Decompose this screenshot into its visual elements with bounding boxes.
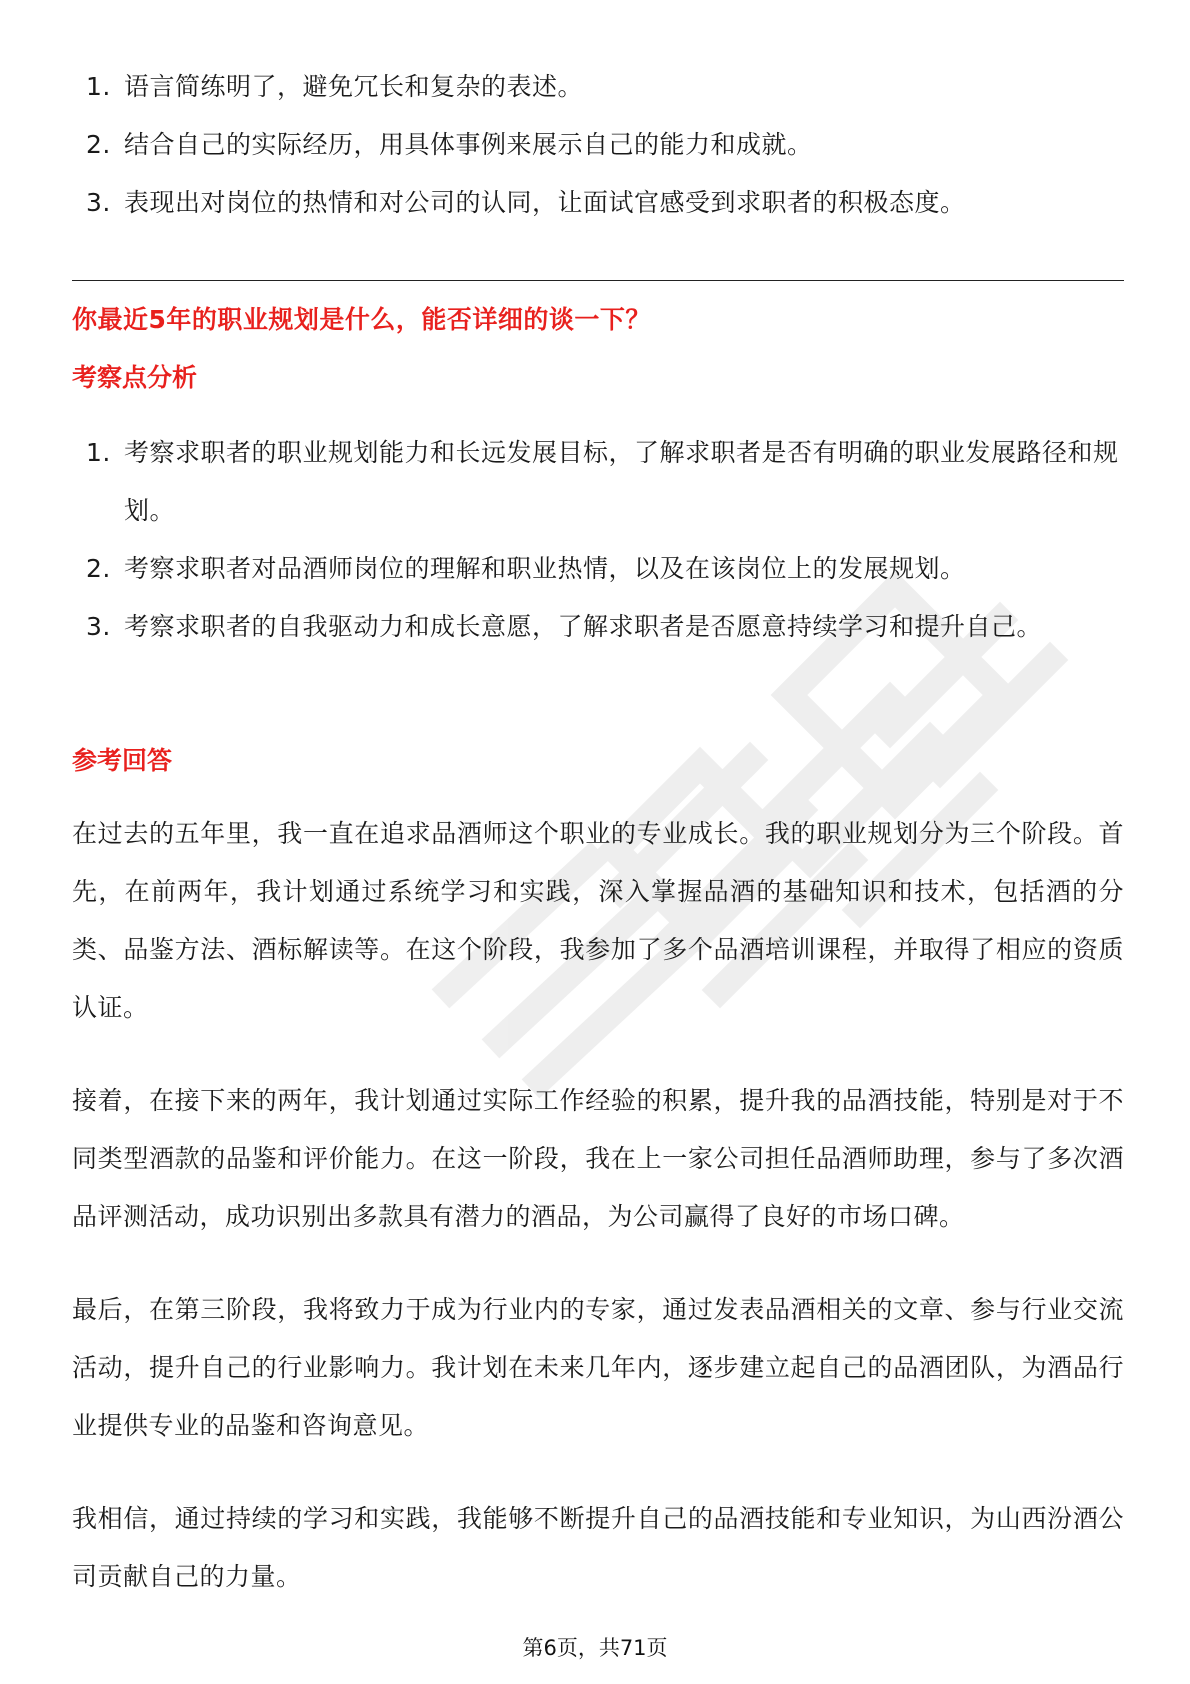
list-item — [72, 598, 1124, 656]
list-item — [72, 116, 1124, 174]
list-text: 考察求职者对品酒师岗位的理解和职业热情，以及在该岗位上的发展规划。 — [124, 554, 966, 583]
list-text: 结合自己的实际经历，用具体事例来展示自己的能力和成就。 — [124, 130, 813, 159]
answer-heading: 参考回答 — [72, 746, 173, 775]
list-text: 考察求职者的职业规划能力和长远发展目标，了解求职者是否有明确的职业发展路径和规划。 — [124, 438, 1119, 525]
answer-paragraph: 接着，在接下来的两年，我计划通过实际工作经验的积累，提升我的品酒技能，特别是对于不同类型酒款的品鉴和评价能力。在这一阶段，我在上一家公司担任品酒师助理，参与了多次酒品评测活动，成功识别出多款具有潜力的酒品，为公司赢得了良好的市场口碑。 — [72, 1086, 1124, 1231]
list-number: 1. — [86, 438, 111, 467]
list-number: 1. — [86, 72, 111, 101]
analysis-list — [72, 424, 1124, 656]
list-number: 2. — [86, 554, 111, 583]
tips-list — [72, 58, 1124, 232]
analysis-heading: 考察点分析 — [72, 363, 198, 392]
list-text: 考察求职者的自我驱动力和成长意愿，了解求职者是否愿意持续学习和提升自己。 — [124, 612, 1043, 641]
list-item — [72, 174, 1124, 232]
list-number: 3. — [86, 188, 111, 217]
answer-paragraph: 我相信，通过持续的学习和实践，我能够不断提升自己的品酒技能和专业知识，为山西汾酒公司贡献自己的力量。 — [72, 1504, 1124, 1591]
question-title: 你最近5年的职业规划是什么，能否详细的谈一下？ — [72, 305, 651, 334]
list-item — [72, 58, 1124, 116]
list-text: 语言简练明了，避免冗长和复杂的表述。 — [124, 72, 584, 101]
answer-body — [72, 805, 1124, 1641]
list-number: 2. — [86, 130, 111, 159]
section-divider — [72, 280, 1124, 281]
list-number: 3. — [86, 612, 111, 641]
list-item — [72, 424, 1124, 540]
page-footer: 第6页，共71页 — [522, 1636, 668, 1660]
answer-paragraph: 最后，在第三阶段，我将致力于成为行业内的专家，通过发表品酒相关的文章、参与行业交流活动，提升自己的行业影响力。我计划在未来几年内，逐步建立起自己的品酒团队，为酒品行业提供专业的品鉴和咨询意见。 — [72, 1295, 1124, 1440]
list-item — [72, 540, 1124, 598]
answer-paragraph: 在过去的五年里，我一直在追求品酒师这个职业的专业成长。我的职业规划分为三个阶段。首先，在前两年，我计划通过系统学习和实践，深入掌握品酒的基础知识和技术，包括酒的分类、品鉴方法、酒标解读等。在这个阶段，我参加了多个品酒培训课程，并取得了相应的资质认证。 — [72, 819, 1124, 1022]
list-text: 表现出对岗位的热情和对公司的认同，让面试官感受到求职者的积极态度。 — [124, 188, 966, 217]
